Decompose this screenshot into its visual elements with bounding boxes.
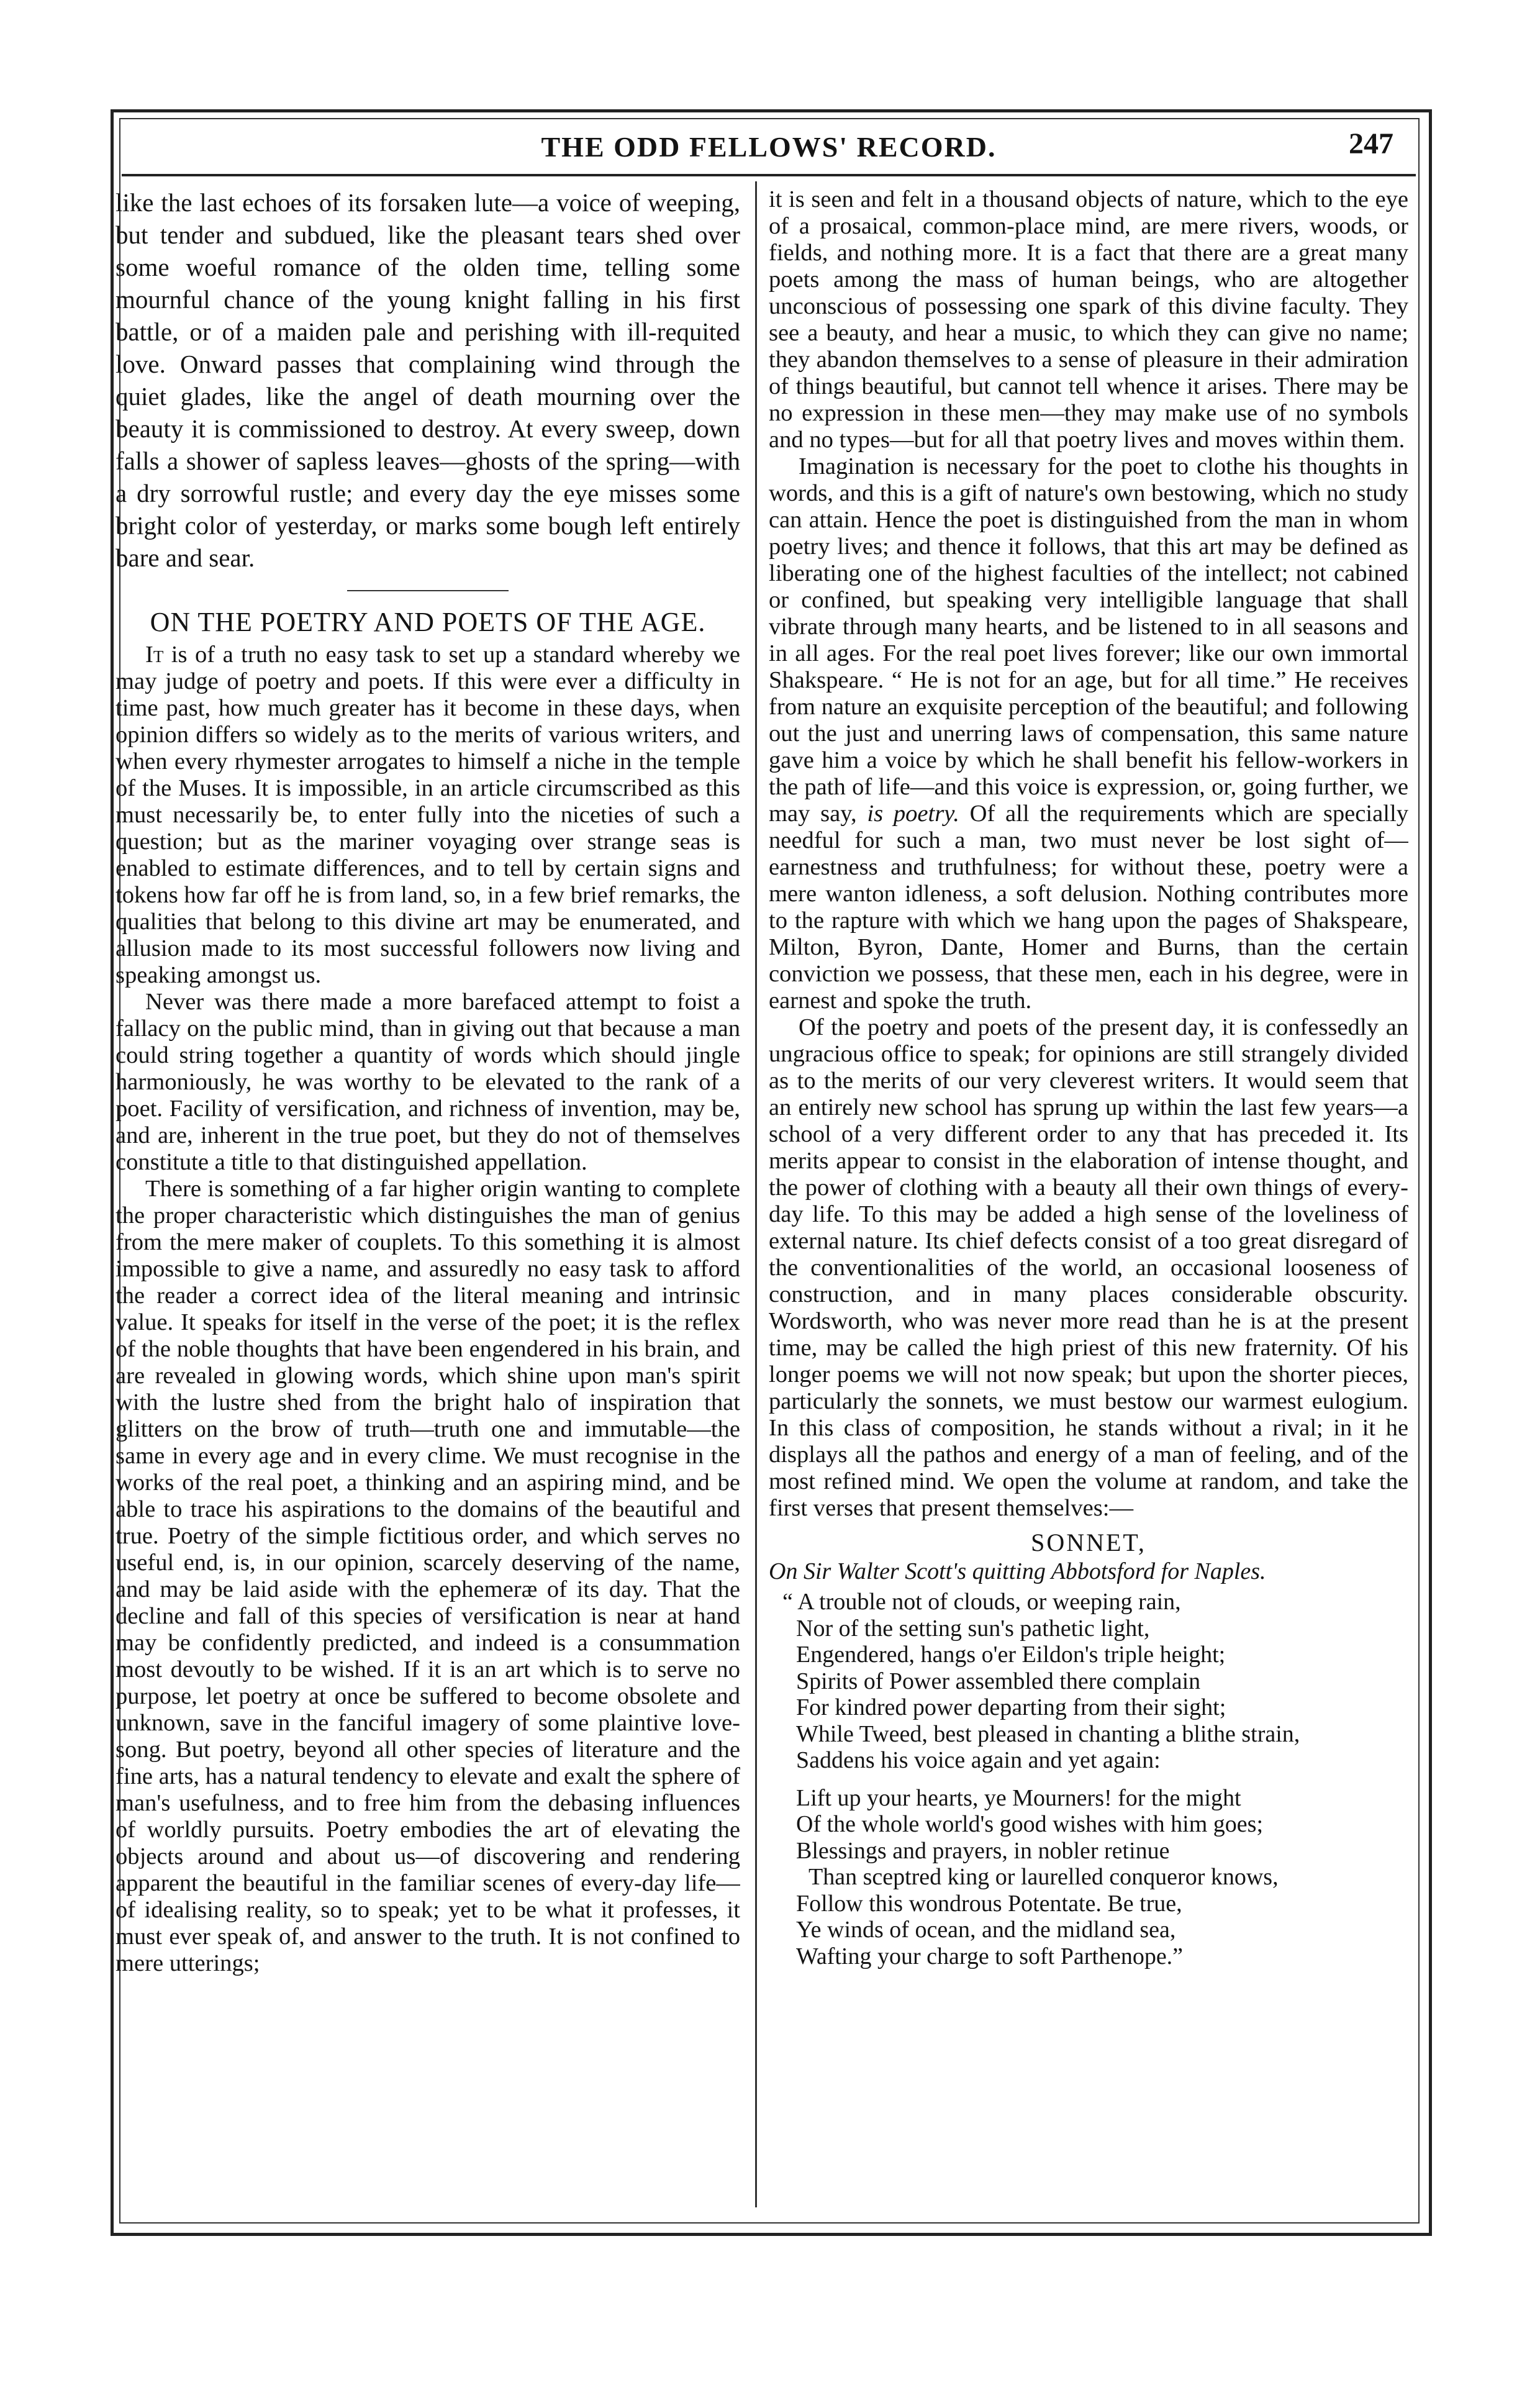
right-column [769, 186, 1408, 2205]
sonnet-stanza-2 [769, 1785, 1408, 1970]
sonnet-stanza-1 [769, 1589, 1408, 1774]
article-paragraph-1-text: is of a truth no easy task to set up a standard whereby we may judge of poetry and poets. If this were ever a difficulty in time past, how much greater has it become in these days, when opinion differs so widely as to the merits of various writers, and when every rhymester arrogates to himself a niche in the temple of the Muses. It is impossible, in an article circumscribed as this must necessarily be, to enter fully into the niceties of such a question; but as the mariner voyaging over strange seas is enabled to estimate differences, and to tell by certain signs and tokens how far off he is from land, so, in a few brief remarks, the qualities that belong to this divine art may be enumerated, and allusion made to its most successful followers now living and speaking amongst us. [116, 642, 740, 988]
article-paragraph-5-text-b: Of all the requirements which are specially needful for such a man, two must never be lost sight of—earnestness and truthfulness; for without these, poetry were a mere wanton idleness, a soft delusion. Nothing contributes more to the rapture with which we hang upon the pages of Shakspeare, Milton, Byron, Dante, Homer and Burns, than the certain conviction we possess, that these men, each in his degree, were in earnest and spoke the truth. [769, 801, 1408, 1014]
verse-line: Spirits of Power assembled there complain [796, 1668, 1201, 1694]
article-paragraph-6: Of the poetry and poets of the present day, it is confessedly an ungracious office to speak; for opinions are still strangely divided as to the merits of our very cleverest writers. It would seem that an entirely new school has sprung up within the last few years—a school of a very different order to any that has preceded it. Its merits appear to consist in the elaboration of intense thought, and the power of clothing with a beauty all their own things of every-day life. To this may be added a high sense of the loveliness of external nature. Its chief defects consist of a too great disregard of the conventionalities of the world, an occasional looseness of construction, and in many places considerable obscurity. Wordsworth, who was never more read than he is at the present time, may be called the high priest of this new fraternity. Of his longer poems we will not now speak; but upon the shorter pieces, particularly the sonnets, we must bestow our warmest eulogium. In this class of composition, he stands without a rival; in it he displays all the pathos and energy of a man of feeling, and of the most refined mind. We open the volume at random, and take the first verses that present themselves:— [769, 1014, 1408, 1521]
verse-line: Wafting your charge to soft Parthenope.” [796, 1943, 1184, 1969]
verse-line: Follow this wondrous Potentate. Be true, [796, 1890, 1182, 1917]
verse-line: Nor of the setting sun's pathetic light, [796, 1615, 1150, 1642]
left-column [116, 186, 740, 2205]
verse-line: Lift up your hearts, ye Mourners! for the might [796, 1784, 1241, 1811]
opening-word: It [145, 642, 164, 668]
verse-line: Ye winds of ocean, and the midland sea, [796, 1917, 1176, 1943]
article-paragraph-5 [769, 453, 1408, 1014]
article-paragraph-5-text-a: Imagination is necessary for the poet to clothe his thoughts in words, and this is a gift of nature's own bestowing, which no study can attain. Hence the poet is distinguished from the man in whom poetry lives; and thence it follows, that this art may be defined as liberating one of the highest faculties of the intellect; not cabined or confined, but speaking very intelligible language that shall vibrate through many hearts, and be listened to in all seasons and in all ages. For the real poet lives forever; like our own immortal Shakspeare. “ He is not for an age, but for all time.” He receives from nature an exquisite perception of the beautiful; and following out the just and unerring laws of compensation, this same nature gave him a voice by which he shall benefit his fellow-workers in the path of life—and this voice is expression, or, going further, we may say, [769, 453, 1408, 827]
verse-line: “ A trouble not of clouds, or weeping rain, [782, 1589, 1181, 1615]
emphasis-is-poetry: is poetry. [867, 801, 959, 827]
page-header [122, 124, 1416, 170]
header-rule [122, 174, 1416, 176]
verse-line: While Tweed, best pleased in chanting a blithe strain, [796, 1720, 1300, 1747]
article-paragraph-2: Never was there made a more barefaced attempt to foist a fallacy on the public mind, than in giving out that because a man could string together a quantity of words which should jingle harmoniously, he was worthy to be elevated to the rank of a poet. Facility of versification, and richness of invention, may be, and are, inherent in the true poet, but they do not of themselves constitute a title to that distinguished appellation. [116, 989, 740, 1175]
sonnet-subtitle: On Sir Walter Scott's quitting Abbotsford for Naples. [769, 1558, 1266, 1584]
verse-line: Engendered, hangs o'er Eildon's triple height; [796, 1642, 1226, 1668]
verse-line: Than sceptred king or laurelled conqueror knows, [808, 1864, 1279, 1890]
sonnet-title: SONNET, [1031, 1529, 1146, 1556]
verse-line: Blessings and prayers, in nobler retinue [796, 1837, 1170, 1864]
column-divider [755, 181, 757, 2207]
article-paragraph-3: There is something of a far higher origin wanting to complete the proper characteristic which distinguishes the man of genius from the mere maker of couplets. To this something it is almost impossible to give a name, and assuredly no easy task to afford the reader a correct idea of the literal meaning and intrinsic value. It speaks for itself in the verse of the poet; it is the reflex of the noble thoughts that have been engendered in his brain, and are revealed in glowing words, which shine upon man's spirit with the lustre shed from the bright halo of inspiration that glitters on the brow of truth—truth one and immutable—the same in every age and in every clime. We must recognise in the works of the real poet, a thinking and an aspiring mind, and be able to trace his aspirations to the domains of the beautiful and true. Poetry of the simple fictitious order, and which serves no useful end, is, in our opinion, scarcely deserving of the name, and may be laid aside with the ephemeræ of its day. That the decline and fall of this species of versification is near at hand may be confidently predicted, and indeed is a consummation most devoutly to be wished. If it is an art which is to serve no purpose, let poetry at once be suffered to become obsolete and unknown, save in the fanciful imagery of some plaintive love-song. But poetry, beyond all other species of literature and the fine arts, has a natural tendency to elevate and exalt the sphere of man's usefulness, and to free him from the debasing influences of worldly pursuits. Poetry embodies the art of elevating the objects around and about us—of discovering and rendering apparent the beautiful in the familiar scenes of every-day life—of idealising reality, so to speak; yet to be what it professes, it must ever speak of, and answer to the truth. It is not confined to mere utterings; [116, 1176, 740, 1976]
verse-line: Of the whole world's good wishes with him goes; [796, 1811, 1264, 1837]
article-title: ON THE POETRY AND POETS OF THE AGE. [150, 607, 706, 637]
intro-paragraph: like the last echoes of its forsaken lute—a voice of weeping, but tender and subdued, like the pleasant tears shed over some woeful romance of the olden time, telling some mournful chance of the young knight falling in his first battle, or of a maiden pale and perishing with ill-requited love. Onward passes that complaining wind through the quiet glades, like the angel of death mourning over the beauty it is commissioned to destroy. At every sweep, down falls a shower of sapless leaves—ghosts of the spring—with a dry sorrowful rustle; and every day the eye misses some bright color of yesterday, or marks some bough left entirely bare and sear. [116, 188, 740, 572]
page-number: 247 [1349, 127, 1393, 160]
article-paragraph-4: it is seen and felt in a thousand objects of nature, which to the eye of a prosaical, common-place mind, are mere rivers, woods, or fields, and nothing more. It is a fact that there are a great many poets among the mass of human beings, who are altogether unconscious of possessing one spark of this divine faculty. They see a beauty, and hear a music, to which they can give no name; they abandon themselves to a sense of pleasure in their admiration of things beautiful, but cannot tell whence it arises. There may be no expression in these men—they may make use of no symbols and no types—but for all that poetry lives and moves within them. [769, 186, 1408, 453]
article-paragraph-1 [116, 642, 740, 989]
verse-line: Saddens his voice again and yet again: [796, 1747, 1161, 1773]
section-divider [347, 590, 509, 591]
running-title: THE ODD FELLOWS' RECORD. [541, 131, 997, 163]
verse-line: For kindred power departing from their sight; [796, 1694, 1226, 1720]
